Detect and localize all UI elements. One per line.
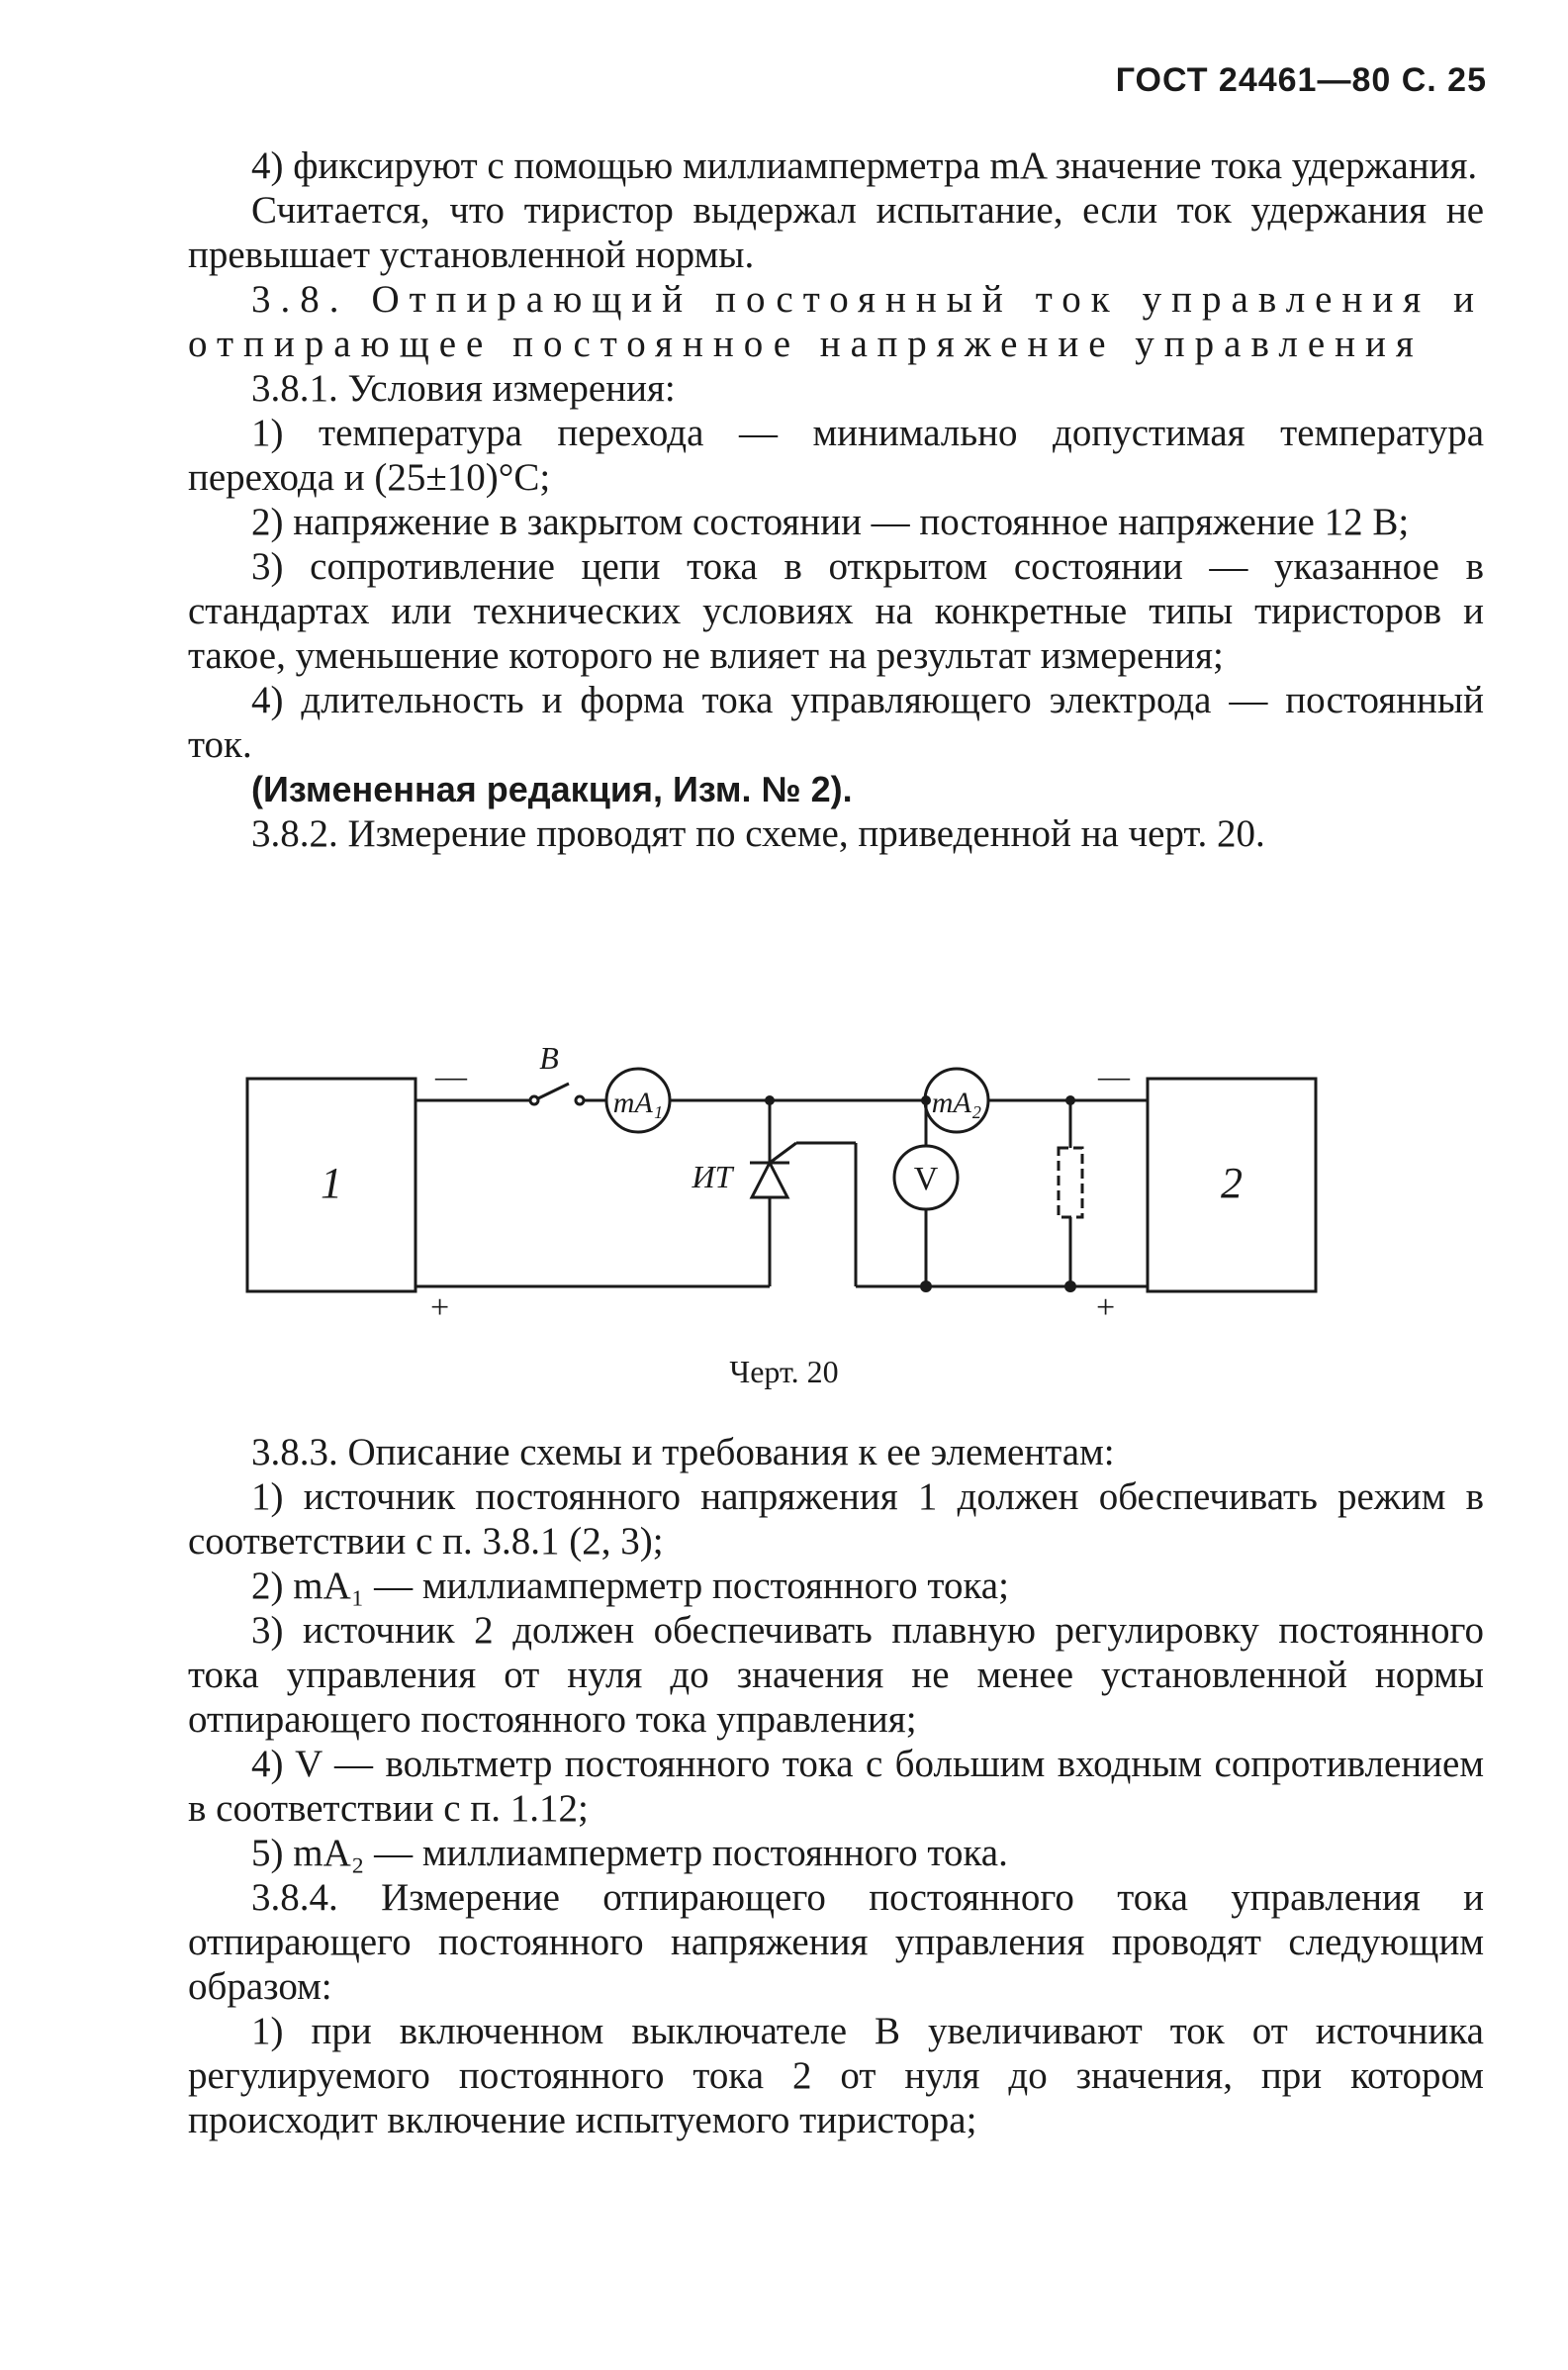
text-block-top [188, 143, 1484, 856]
resistor [1059, 1148, 1082, 1217]
paragraph: 3) источник 2 должен обеспечивать плавную регулировку постоянного тока управления от нуля до значения не менее установленной нормы отпирающего постоянного тока управления; [188, 1609, 1484, 1741]
minus-right: — [1098, 1058, 1130, 1093]
paragraph: 2) mA₁ — миллиамперметр постоянного тока; [251, 1564, 1009, 1607]
paragraph: 3.8.2. Измерение проводят по схеме, приведенной на черт. 20. [251, 812, 1265, 855]
paragraph: 5) mA₂ — миллиамперметр постоянного тока. [251, 1832, 1008, 1874]
minus-left: — [435, 1058, 467, 1093]
paragraph: 4) фиксируют с помощью миллиамперметра mA значение тока удержания. [251, 144, 1478, 187]
paragraph: Считается, что тиристор выдержал испытание, если ток удержания не превышает установленной нормы. [188, 189, 1484, 276]
page-header: ГОСТ 24461—80 С. 25 [1115, 61, 1487, 99]
block-1-label: 1 [321, 1159, 342, 1207]
ma1-label: mA₁ [612, 1087, 664, 1119]
paragraph: 1) температура перехода — минимально допустимая температура перехода и (25±10)°С; [188, 412, 1484, 499]
paragraph: 3.8.3. Описание схемы и требования к ее элементам: [251, 1431, 1115, 1473]
ma2-label: mA₂ [931, 1087, 982, 1119]
paragraph: 3.8.4. Измерение отпирающего постоянного тока управления и отпирающего постоянного напряжения управления проводят следующим образом: [188, 1876, 1484, 2008]
amendment-note: (Измененная редакция, Изм. № 2). [251, 769, 853, 809]
switch-lever [534, 1084, 569, 1100]
plus-right: + [1096, 1289, 1116, 1326]
figure-caption: Черт. 20 [729, 1354, 839, 1389]
paragraph: 4) длительность и форма тока управляющего электрода — постоянный ток. [188, 679, 1484, 766]
circuit-diagram [228, 1029, 1336, 1326]
block-2-label: 2 [1221, 1159, 1243, 1207]
voltmeter-label: V [913, 1161, 939, 1197]
thyristor-symbol [752, 1163, 787, 1197]
switch-contact [530, 1096, 538, 1104]
text-block-bottom [188, 1430, 1484, 2142]
switch-label: В [539, 1040, 559, 1076]
paragraph: 3.8.1. Условия измерения: [251, 367, 676, 410]
thyristor-label: ИТ [692, 1159, 733, 1194]
plus-left: + [430, 1289, 450, 1326]
paragraph: 4) V — вольтметр постоянного тока с большим входным сопротивлением в соответствии с п. 1.12; [188, 1743, 1484, 1830]
paragraph: 1) источник постоянного напряжения 1 должен обеспечивать режим в соответствии с п. 3.8.1 (2, 3); [188, 1475, 1484, 1563]
section-heading: 3.8. Отпирающий постоянный ток управления и отпирающее постоянное напряжение управления [188, 278, 1484, 365]
paragraph: 1) при включенном выключателе В увеличивают ток от источника регулируемого постоянного тока 2 от нуля до значения, при котором происходит включение испытуемого тиристора; [188, 2010, 1484, 2141]
paragraph: 2) напряжение в закрытом состоянии — постоянное напряжение 12 В; [251, 501, 1410, 543]
paragraph: 3) сопротивление цепи тока в открытом состоянии — указанное в стандартах или технических условиях на конкретные типы тиристоров и такое, уменьшение которого не влияет на результат измерения; [188, 545, 1484, 677]
